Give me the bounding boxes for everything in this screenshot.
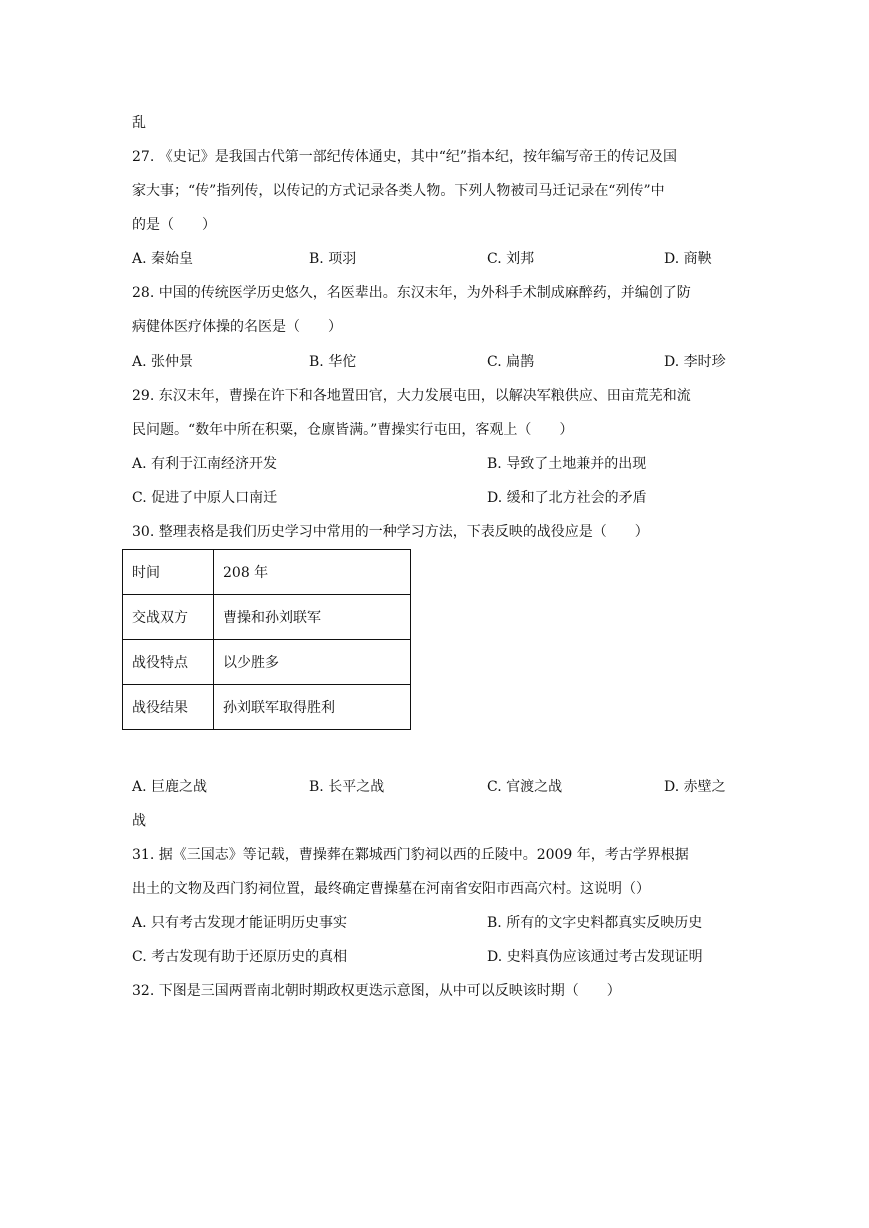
- question-31-stem-line-1: 31. 据《三国志》等记载，曹操葬在鄴城西门豹祠以西的丘陵中。2009 年，考古学界根据: [132, 847, 689, 863]
- table-row: [123, 640, 411, 685]
- question-27-option-c: C. 刘邦: [487, 251, 535, 267]
- question-27-stem-line-3: 的是（ ）: [132, 217, 216, 233]
- table-value-cell: 孙刘联军取得胜利: [214, 685, 411, 730]
- question-28-option-d: D. 李时珍: [664, 354, 726, 370]
- table-value-cell: 以少胜多: [214, 640, 411, 685]
- question-28-option-a: A. 张仲景: [132, 354, 194, 370]
- table-key-cell: 战役特点: [123, 640, 214, 685]
- question-31-option-a: A. 只有考古发现才能证明历史事实: [132, 915, 348, 931]
- question-27-stem-line-1: 27. 《史记》是我国古代第一部纪传体通史，其中“纪”指本纪，按年编写帝王的传记及国: [132, 149, 678, 165]
- question-27-stem-line-2: 家大事；“传”指列传，以传记的方式记录各类人物。下列人物被司马迁记录在“列传”中: [132, 183, 665, 199]
- question-30-option-d-wrap: 战: [132, 813, 146, 829]
- table-value-cell: 208 年: [214, 550, 411, 595]
- question-28-option-b: B. 华佗: [309, 354, 357, 370]
- question-27-option-d: D. 商鞅: [664, 251, 712, 267]
- question-31-option-b: B. 所有的文字史料都真实反映历史: [487, 915, 703, 931]
- table-key-cell: 战役结果: [123, 685, 214, 730]
- table-row: [123, 595, 411, 640]
- battle-info-table: [122, 549, 411, 730]
- table-key-cell: 交战双方: [123, 595, 214, 640]
- question-28-option-c: C. 扁鹊: [487, 354, 535, 370]
- question-29-stem-line-2: 民问题。“数年中所在积粟，仓廪皆满。”曹操实行屯田，客观上（ ）: [132, 422, 574, 438]
- question-27-option-b: B. 项羽: [309, 251, 357, 267]
- table-value-cell: 曹操和孙刘联军: [214, 595, 411, 640]
- question-29-option-a: A. 有利于江南经济开发: [132, 456, 278, 472]
- table-row: [123, 685, 411, 730]
- question-31-option-c: C. 考古发现有助于还原历史的真相: [132, 949, 348, 965]
- question-30-option-c: C. 官渡之战: [487, 779, 563, 795]
- question-30-option-d: D. 赤壁之: [664, 779, 726, 795]
- table-row: [123, 550, 411, 595]
- question-32-stem-line-1: 32. 下图是三国两晋南北朝时期政权更迭示意图，从中可以反映该时期（ ）: [132, 983, 621, 999]
- table-key-cell: 时间: [123, 550, 214, 595]
- question-28-stem-line-2: 病健体医疗体操的名医是（ ）: [132, 319, 342, 335]
- question-29-option-c: C. 促进了中原人口南迁: [132, 490, 278, 506]
- continued-text-fragment: 乱: [132, 115, 146, 131]
- question-30-option-b: B. 长平之战: [309, 779, 385, 795]
- question-31-stem-line-2: 出土的文物及西门豹祠位置，最终确定曹操墓在河南省安阳市西高穴村。这说明（）: [132, 881, 650, 897]
- question-29-stem-line-1: 29. 东汉末年，曹操在许下和各地置田官，大力发展屯田，以解决军粮供应、田亩荒芜和流: [132, 388, 691, 404]
- question-29-option-b: B. 导致了土地兼并的出现: [487, 456, 647, 472]
- question-30-option-a: A. 巨鹿之战: [132, 779, 208, 795]
- question-31-option-d: D. 史料真伪应该通过考古发现证明: [487, 949, 703, 965]
- question-28-stem-line-1: 28. 中国的传统医学历史悠久，名医辈出。东汉末年，为外科手术制成麻醉药，并编创了防: [132, 285, 691, 301]
- question-29-option-d: D. 缓和了北方社会的矛盾: [487, 490, 647, 506]
- question-27-option-a: A. 秦始皇: [132, 251, 194, 267]
- question-30-stem-line-1: 30. 整理表格是我们历史学习中常用的一种学习方法，下表反映的战役应是（ ）: [132, 524, 649, 540]
